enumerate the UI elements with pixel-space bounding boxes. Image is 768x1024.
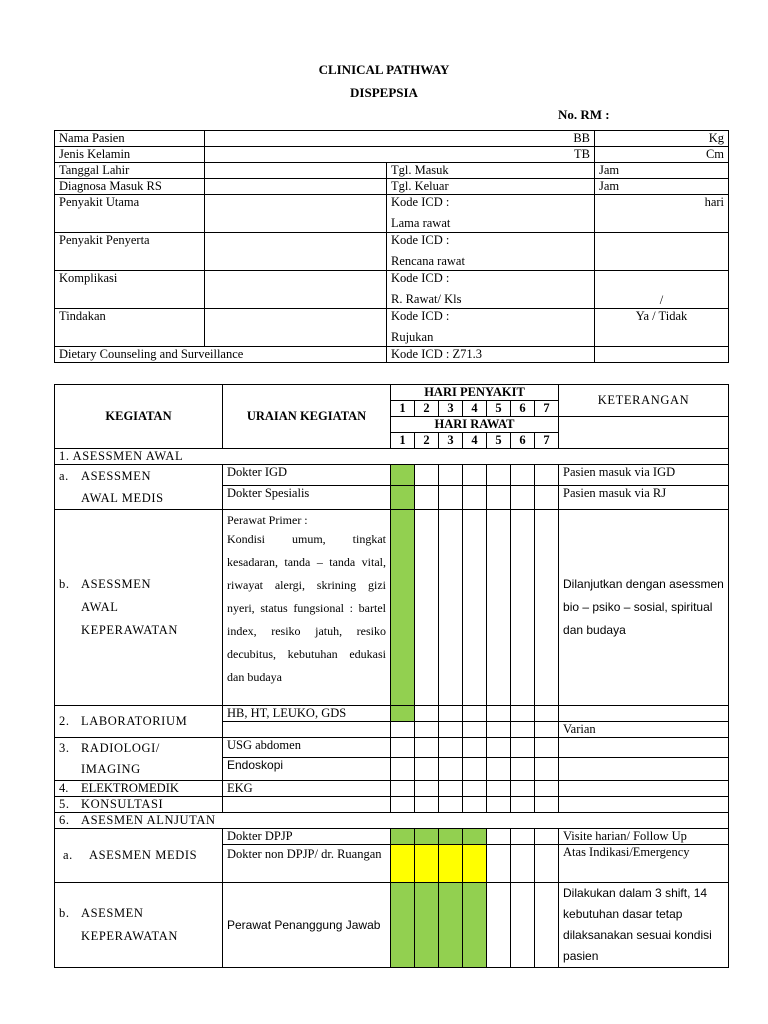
- field-tindakan: [205, 309, 387, 347]
- asesmen-kep-1: ASESSMEN: [81, 577, 152, 591]
- no-rm-label: No. RM :: [558, 107, 610, 122]
- day-header: 7: [535, 433, 559, 449]
- ekg-number: 4.: [59, 781, 69, 795]
- day-header: 7: [535, 401, 559, 417]
- ket-visite: Visite harian/ Follow Up: [559, 829, 729, 845]
- label-dietary: Dietary Counseling and Surveillance: [55, 347, 387, 363]
- label-jam-keluar: Jam: [595, 179, 729, 195]
- section-asesmen-alnjutan: ASESMEN ALNJUTAN: [81, 813, 216, 827]
- label-tanggal-lahir: Tanggal Lahir: [55, 163, 205, 179]
- asesmen-kep-2: AWAL: [81, 600, 119, 614]
- day-cell-conditional: [439, 845, 463, 883]
- label-r-rawat-kls: R. Rawat/ Kls: [391, 292, 462, 306]
- label-diagnosa-masuk: Diagnosa Masuk RS: [55, 179, 205, 195]
- day-header: 2: [415, 401, 439, 417]
- day-cell-filled: [415, 829, 439, 845]
- ket-dilanjutkan: Dilanjutkan dengan asessmen bio – psiko – sosial, spiritual dan budaya: [559, 510, 729, 706]
- label-komplikasi: Komplikasi: [55, 271, 205, 309]
- field-tanggal-lahir: [205, 163, 387, 179]
- label-cm: Cm: [595, 147, 729, 163]
- kegiatan-radiologi-1: RADIOLOGI/: [81, 741, 160, 755]
- day-header: 4: [463, 401, 487, 417]
- day-cell-filled: [391, 465, 415, 486]
- day-cell-filled: [391, 706, 415, 722]
- day-header: 3: [439, 401, 463, 417]
- label-lama-rawat: Lama rawat: [391, 216, 451, 230]
- label-slash: /: [595, 271, 729, 309]
- label-jam-masuk: Jam: [595, 163, 729, 179]
- label-a-medis: a.: [63, 848, 73, 862]
- kegiatan-elektromedik: ELEKTROMEDIK: [81, 781, 179, 795]
- asesmen-kep-3: KEPERAWATAN: [81, 623, 178, 637]
- day-header: 1: [391, 433, 415, 449]
- kegiatan-asesmen-medis: ASESMEN MEDIS: [89, 848, 198, 862]
- section-asesmen-awal: 1. ASESSMEN AWAL: [55, 449, 729, 465]
- field-rencana-rawat: [595, 233, 729, 271]
- label-b: b.: [59, 577, 70, 591]
- day-cell-filled: [391, 883, 415, 968]
- label-kg: Kg: [595, 131, 729, 147]
- day-cell-filled: [463, 883, 487, 968]
- label-a: a.: [59, 469, 69, 483]
- day-cell-filled: [391, 485, 415, 509]
- day-cell-filled: [439, 883, 463, 968]
- kegiatan-asesmen-kep-1: ASESMEN: [81, 906, 144, 920]
- pathway-table: [54, 384, 729, 968]
- day-header: 1: [391, 401, 415, 417]
- label-kode-icd-z: Kode ICD : Z71.3: [387, 347, 595, 363]
- day-cell-filled: [463, 829, 487, 845]
- uraian-endoskopi: Endoskopi: [223, 757, 391, 780]
- uraian-perawat-primer-detail: Kondisi umum, tingkat kesadaran, tanda – tanda vital, riwayat alergi, skrining gizi nyeri, status fungsional : bartel index, resiko jatuh, resiko decubitus, kebutuhan edukasi dan budaya: [227, 532, 386, 684]
- uraian-ekg: EKG: [223, 781, 391, 797]
- day-header: 6: [511, 433, 535, 449]
- field-komplikasi: [205, 271, 387, 309]
- ket-dilakukan: Dilakukan dalam 3 shift, 14 kebutuhan dasar tetap dilaksanakan sesuai kondisi pasien: [559, 883, 729, 968]
- field-dietary: [595, 347, 729, 363]
- label-bb: BB: [205, 131, 595, 147]
- field-penyakit-penyerta: [205, 233, 387, 271]
- day-cell-filled: [391, 510, 415, 706]
- day-cell-conditional: [415, 845, 439, 883]
- day-cell-filled: [415, 883, 439, 968]
- asesmen-awal-medis-2: AWAL MEDIS: [81, 491, 164, 505]
- label-kode-icd-tindakan: Kode ICD :: [391, 309, 450, 323]
- ket-varian: Varian: [559, 722, 729, 738]
- label-penyakit-utama: Penyakit Utama: [55, 195, 205, 233]
- label-ya-tidak: Ya / Tidak: [595, 309, 729, 347]
- label-rencana-rawat: Rencana rawat: [391, 254, 465, 268]
- document-subtitle: DISPEPSIA: [350, 85, 418, 100]
- kons-number: 5.: [59, 797, 70, 811]
- kegiatan-radiologi-2: IMAGING: [81, 762, 141, 776]
- uraian-usg: USG abdomen: [223, 738, 391, 758]
- uraian-dokter-spesialis: Dokter Spesialis: [223, 485, 391, 509]
- kegiatan-laboratorium: LABORATORIUM: [81, 714, 188, 728]
- uraian-dokter-dpjp: Dokter DPJP: [223, 829, 391, 845]
- label-b-kep: b.: [59, 906, 70, 920]
- document-title: CLINICAL PATHWAY: [318, 62, 450, 77]
- label-tb: TB: [205, 147, 595, 163]
- label-tindakan: Tindakan: [55, 309, 205, 347]
- field-diagnosa-masuk: [205, 179, 387, 195]
- header-hari-rawat: HARI RAWAT: [391, 417, 559, 433]
- kegiatan-asesmen-kep-2: KEPERAWATAN: [81, 929, 178, 943]
- uraian-dokter-igd: Dokter IGD: [223, 465, 391, 486]
- day-header: 4: [463, 433, 487, 449]
- day-header: 5: [487, 401, 511, 417]
- uraian-lab-items: HB, HT, LEUKO, GDS: [223, 706, 391, 722]
- alnjutan-number: 6.: [59, 813, 70, 827]
- day-cell-filled: [391, 829, 415, 845]
- label-tgl-masuk: Tgl. Masuk: [387, 163, 595, 179]
- ket-atas-indikasi: Atas Indikasi/Emergency: [559, 845, 729, 883]
- field-penyakit-utama: [205, 195, 387, 233]
- label-kode-icd-komplikasi: Kode ICD :: [391, 271, 450, 285]
- header-hari-penyakit: HARI PENYAKIT: [391, 385, 559, 401]
- ket-pasien-igd: Pasien masuk via IGD: [559, 465, 729, 486]
- patient-identity-table: [54, 130, 729, 363]
- rad-number: 3.: [59, 741, 70, 755]
- day-header: 6: [511, 401, 535, 417]
- label-kode-icd-utama: Kode ICD :: [391, 195, 450, 209]
- label-kode-icd-penyerta: Kode ICD :: [391, 233, 450, 247]
- day-cell-conditional: [391, 845, 415, 883]
- header-kegiatan: KEGIATAN: [55, 385, 223, 449]
- asesmen-awal-medis-1: ASESSMEN: [81, 469, 152, 483]
- day-header: 3: [439, 433, 463, 449]
- header-keterangan: KETERANGAN: [559, 385, 729, 417]
- header-uraian: URAIAN KEGIATAN: [223, 385, 391, 449]
- day-cell-conditional: [463, 845, 487, 883]
- uraian-perawat-primer: Perawat Primer :: [227, 513, 308, 527]
- ket-pasien-rj: Pasien masuk via RJ: [559, 485, 729, 509]
- label-penyakit-penyerta: Penyakit Penyerta: [55, 233, 205, 271]
- uraian-dokter-non-dpjp: Dokter non DPJP/ dr. Ruangan: [223, 845, 391, 883]
- label-nama-pasien: Nama Pasien: [55, 131, 205, 147]
- label-rujukan: Rujukan: [391, 330, 434, 344]
- kegiatan-konsultasi: KONSULTASI: [81, 797, 164, 811]
- day-header: 5: [487, 433, 511, 449]
- day-header: 2: [415, 433, 439, 449]
- label-tgl-keluar: Tgl. Keluar: [387, 179, 595, 195]
- day-cell-filled: [439, 829, 463, 845]
- label-hari: hari: [595, 195, 729, 233]
- lab-number: 2.: [59, 714, 70, 728]
- label-jenis-kelamin: Jenis Kelamin: [55, 147, 205, 163]
- uraian-perawat-penanggung: Perawat Penanggung Jawab: [223, 883, 391, 968]
